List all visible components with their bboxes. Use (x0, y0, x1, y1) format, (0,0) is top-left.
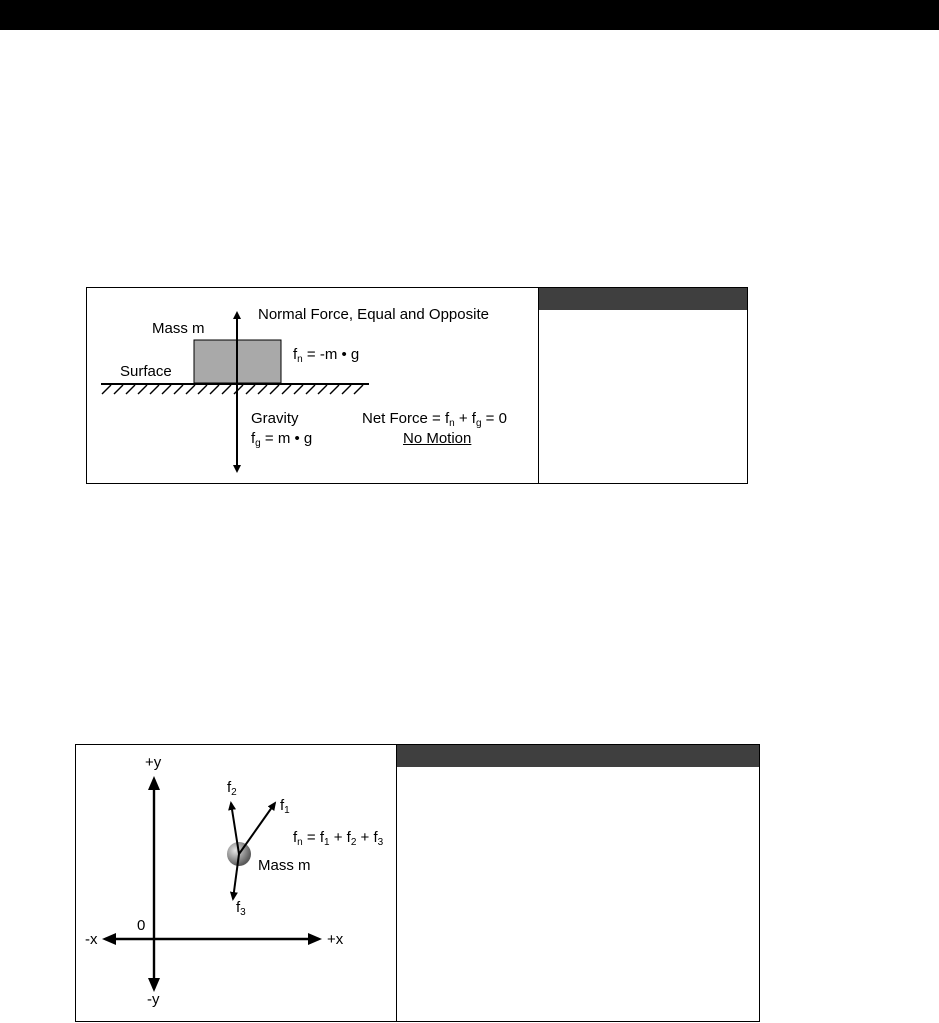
f3-label: $f_3$ (236, 899, 246, 918)
hatch-mark (258, 385, 267, 394)
surface-hatching (102, 385, 363, 394)
hatch-mark (270, 385, 279, 394)
side-panel-header (397, 745, 759, 767)
hatch-mark (306, 385, 315, 394)
origin-label: 0 (137, 917, 146, 934)
f2-label: $f_2$ (227, 779, 237, 798)
side-panel-divider (396, 745, 397, 1021)
hatch-mark (318, 385, 327, 394)
normal-force-equation: $f_n = -m$ • g (293, 346, 360, 365)
hatch-mark (126, 385, 135, 394)
hatch-mark (114, 385, 123, 394)
mass-label: Mass m (258, 857, 311, 874)
vector-forces-diagram-drawing (76, 745, 761, 1023)
side-panel-header (539, 288, 747, 310)
f1-label: $f_1$ (280, 797, 290, 816)
hatch-mark (150, 385, 159, 394)
hatch-mark (342, 385, 351, 394)
hatch-mark (246, 385, 255, 394)
hatch-mark (102, 385, 111, 394)
plus-x-label: +x (327, 931, 344, 948)
hatch-mark (282, 385, 291, 394)
net-force-sum-equation: $f_n = f_1 + f_2 + f_3$ (293, 829, 384, 848)
gravity-label: Gravity (251, 410, 299, 427)
vector-forces-diagram-panel (75, 744, 760, 1022)
mass-label: Mass m (152, 320, 205, 337)
normal-force-label: Normal Force, Equal and Opposite (258, 306, 489, 323)
top-black-bar (0, 0, 939, 30)
side-panel-divider (538, 288, 539, 483)
hatch-mark (294, 385, 303, 394)
hatch-mark (138, 385, 147, 394)
minus-y-label: -y (147, 991, 160, 1008)
hatch-mark (186, 385, 195, 394)
normal-force-diagram-panel (86, 287, 748, 484)
hatch-mark (222, 385, 231, 394)
gravity-equation: $f_g = m$ • g (251, 430, 313, 449)
plus-y-label: +y (145, 754, 162, 771)
f1-vector (239, 803, 275, 854)
hatch-mark (210, 385, 219, 394)
minus-x-label: -x (85, 931, 98, 948)
no-motion-label: No Motion (403, 430, 472, 447)
hatch-mark (174, 385, 183, 394)
net-force-equation: Net Force = $f_n + f_g = 0$ (362, 410, 507, 429)
surface-label: Surface (120, 363, 172, 380)
hatch-mark (162, 385, 171, 394)
hatch-mark (354, 385, 363, 394)
hatch-mark (330, 385, 339, 394)
hatch-mark (198, 385, 207, 394)
hatch-mark (234, 385, 243, 394)
